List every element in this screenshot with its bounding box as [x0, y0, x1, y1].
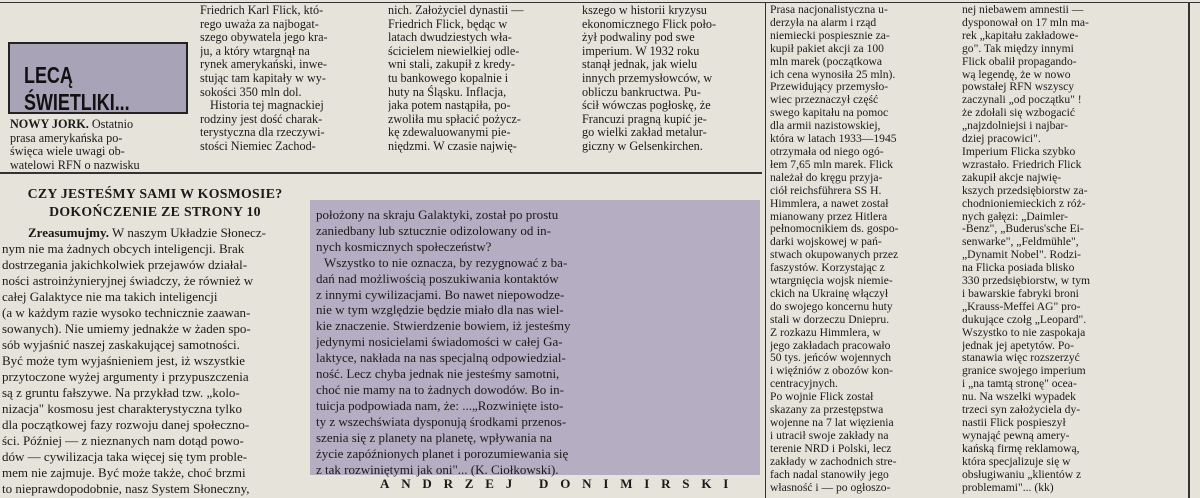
text-line: kę zdewaluowanymi pie-	[388, 125, 511, 140]
text-line: 330 przedsiębiorstw, w tym	[962, 274, 1091, 288]
text-line: go". Tak między innymi	[962, 41, 1074, 55]
text-line: ność. Lecz chyba jednak nie jesteśmy samotni,	[316, 366, 560, 382]
text-line: imperium. W 1932 roku	[582, 43, 700, 58]
article-author: ANDRZEJ DONIMIRSKI	[380, 476, 741, 491]
text-line: -Benz", „Buderus'sche Ei-	[962, 222, 1084, 236]
text-line: kszych przedsiębiorstw za-	[962, 183, 1088, 197]
text-line: ścił wówczas pogłoskę, że	[582, 98, 711, 113]
text-line: dań nad możliwością poszukiwania kontaktów	[316, 270, 559, 286]
text-line: i utracił swoje zakłady na	[770, 428, 889, 442]
text-line: innych przemysłowców, w	[582, 70, 713, 85]
text-line: kupił pakiet akcji za 100	[770, 41, 884, 55]
text-line: dostrzegania jakichkolwiek przejawów działal-	[2, 257, 248, 272]
text-line: terenie NRD i Polski, lecz	[770, 441, 892, 455]
text-line: (a w każdym razie wysoko technicznie zaawan-	[2, 305, 251, 320]
top-rule	[0, 2, 1200, 3]
text-line: go wielki zakład metalur-	[582, 125, 707, 140]
lead-word: Zreasumujmy.	[28, 225, 110, 240]
text-line: z tak rozwiniętymi jak oni"... (K. Ciołkowski).	[316, 461, 559, 477]
text-line: ju, a który wtargnął na	[200, 43, 310, 58]
text-line: tuicja podpowiada nam, że: ...„Rozwinięte isto-	[316, 397, 564, 413]
text-line: Imperium Flicka szybko	[962, 144, 1076, 158]
text-line: i „na tamtą stronę" ocea-	[962, 377, 1077, 391]
text-line: senwarke", „Feldmühle",	[962, 235, 1079, 249]
text-line: święca wiele uwagi ob-	[10, 144, 125, 159]
text-line: nym nie ma żadnych obcych inteligencji. Brak	[2, 241, 245, 256]
kosmos-lead-line	[2, 225, 306, 241]
divider-flick-kosmos	[0, 172, 762, 174]
text-line: pełnomocnikiem ds. gospo-	[770, 222, 899, 236]
text-line: Z rozkazu Himmlera, w	[770, 325, 881, 339]
text-line: stości Niemiec Zachod-	[200, 138, 316, 153]
text-line: „najzdolniejsi i najbar-	[962, 119, 1069, 133]
text-line: skazany za przestępstwa	[770, 403, 884, 417]
text-line: Wszystko to nie oznacza, by rezygnować z ba-	[324, 254, 568, 270]
text-line: szego obywatela jego kra-	[200, 30, 328, 45]
text-line: należał do kręgu przyja-	[770, 170, 883, 184]
text-line: Ostatnio	[88, 118, 134, 131]
text-line: nych kosmicznych społeczeństw?	[316, 238, 492, 254]
text-line: derzyła na alarm i rząd	[770, 15, 877, 29]
dateline: NOWY JORK.	[10, 118, 89, 131]
text-line: Być może tym wyjaśnieniem jest, iż wszystkie	[2, 353, 245, 368]
text-line: zwoliła mu spłacić pożycz-	[388, 111, 521, 126]
text-line: szenia się z planety na planetę, wpływania na	[316, 429, 553, 445]
flick-column-5	[770, 4, 955, 498]
text-line: sokości 350 mln dol.	[200, 84, 302, 99]
flick-column-1	[10, 118, 190, 170]
text-line: dukujące czołg „Leopard".	[962, 312, 1087, 326]
text-line: faszystów. Korzystając z	[770, 261, 885, 275]
text-line: prasa amerykańska po-	[10, 130, 123, 145]
flick-column-3	[388, 4, 576, 170]
text-line: giczny w Gelsenkirchen.	[582, 138, 703, 153]
text-line: stali w dorzeczu Dniepru.	[770, 312, 890, 326]
kosmos-column-1	[2, 225, 306, 498]
text-line: są z gruntu fałszywe. Na przykład tzw. „kolo-	[2, 385, 240, 400]
text-line: łem 7,65 mln marek. Flick	[770, 157, 894, 171]
text-line: nizacja" kosmosu jest charakterystyczna tylko	[2, 401, 242, 416]
text-line: obsługiwaniu „klientów z	[962, 467, 1082, 481]
section-header-title: LECĄ ŚWIETLIKI...	[24, 62, 130, 115]
text-line: niędzmi. W czasie najwię-	[388, 138, 517, 153]
text-line: dla początkowej fazy rozwoju danej społeczno-	[2, 417, 250, 432]
text-line: Francuzi pragną kupić je-	[582, 111, 707, 126]
text-line: stując tam kapitały w wy-	[200, 70, 326, 85]
text-line: otrzymała od niego ogó-	[770, 144, 884, 158]
text-line: dysponował on 17 mln ma-	[962, 15, 1089, 29]
text-line: „Dynamit Nobel". Rodzi-	[962, 248, 1082, 262]
text-line: dów — cywilizacja taka więcej się tym proble-	[2, 449, 248, 464]
text-line: fach nadal stanowiły jego	[770, 467, 889, 481]
text-line: wiec przeznaczył część	[770, 93, 879, 107]
text-line: stanawia więc rozszerzyć	[962, 351, 1080, 365]
article-subtitle: DOKOŃCZENIE ZE STRONY 10	[49, 204, 261, 219]
text-line: nastii Flick pospieszył	[962, 416, 1066, 429]
text-line: rego uważa za najbogat-	[200, 16, 319, 31]
text-line: powstałej RFN wszyscy	[962, 80, 1075, 94]
text-line: stanął jednak, jak wielu	[582, 57, 698, 72]
text-line: jego zakładach pracowało	[770, 338, 891, 352]
kosmos-column-2	[316, 207, 756, 477]
text-line: ciół reichsführera SS H.	[770, 183, 882, 197]
text-line: kie znaczenie. Stwierdzenie bowiem, iż jesteśmy	[316, 318, 571, 334]
text-line: Po wojnie Flick został	[770, 390, 874, 404]
text-line: nich. Założyciel dynastii —	[388, 4, 524, 17]
text-line: swego kapitału na pomoc	[770, 106, 889, 120]
text-line: mln marek (początkowa	[770, 54, 883, 68]
text-line: chodnioniemieckich z róż-	[962, 196, 1086, 210]
text-line: W naszym Układzie Słonecz-	[109, 225, 266, 240]
text-line: dziej pracowici".	[962, 132, 1041, 146]
text-line: sowanych). Nie umiemy jednakże w żaden spo-	[2, 321, 251, 336]
flick-column-4	[582, 4, 760, 170]
text-line: „Krauss-Meffei AG" pro-	[962, 299, 1081, 313]
text-line: jednak jej apetytów. Po-	[962, 338, 1074, 352]
text-line: sób wyjaśnić naszej zaskakującej samotności.	[2, 337, 240, 352]
text-line: przytoczone wyżej argumenty i przypuszczenia	[2, 369, 249, 384]
text-line: darki wojskowej w pań-	[770, 235, 882, 249]
text-line: ty z wszechświata dysponują środkami przenos-	[316, 413, 567, 429]
text-line: stwach okupowanych przez	[770, 248, 899, 262]
text-line: laktyce, nakłada na nas specjalną odpowiedzial-	[316, 350, 566, 366]
text-line: zakłady w zachodnich stre-	[770, 454, 897, 468]
text-line: latach dwudziestych wła-	[388, 30, 512, 45]
text-line: na Flicka posiada blisko	[962, 261, 1075, 275]
text-line: terystyczna dla rzeczywi-	[200, 125, 325, 140]
text-line: Wszystko to nie zaspokaja	[962, 325, 1086, 339]
text-line: kszego w historii kryzysu	[582, 4, 707, 17]
flick-intro-line	[10, 118, 190, 132]
text-line: jaka potem nastąpiła, po-	[388, 98, 511, 113]
text-line: do swojego koncernu huty	[770, 299, 893, 313]
text-line: wojenne na 7 lat więzienia	[770, 416, 894, 429]
text-line: nu. Na wszelki wypadek	[962, 390, 1076, 404]
text-line: wą legendę, że w nowo	[962, 67, 1071, 81]
text-line: i więźniów z obozów kon-	[770, 364, 893, 378]
text-line: tu bankowego kopalnie i	[388, 70, 509, 85]
text-line: rodziny jest dość charak-	[200, 111, 323, 126]
column-rule-right	[765, 2, 766, 498]
text-line: watelowi RFN o nazwisku	[10, 157, 140, 170]
text-line: nych gałęzi: „Daimler-	[962, 209, 1068, 223]
text-line: Flick obalił propagando-	[962, 54, 1077, 68]
text-line: 50 tys. jeńców wojennych	[770, 351, 892, 365]
text-line: Historia tej magnackiej	[210, 98, 324, 113]
text-line: dla armii nazistowskiej,	[770, 119, 881, 133]
text-line: ekonomicznego Flick poło-	[582, 16, 717, 31]
text-line: problemami"... (kk)	[962, 480, 1054, 494]
text-line: jedynymi nosicielami świadomości w całej Ga-	[316, 334, 563, 350]
text-line: życie zapóźnionych planet i porozumiewania się	[316, 445, 569, 461]
text-line: wzrastało. Friedrich Flick	[962, 157, 1082, 171]
text-line: Himmlera, a nawet został	[770, 196, 889, 210]
text-line: całej Galaktyce nie ma takich inteligencji	[2, 289, 218, 304]
text-line: z innymi cywilizacjami. Bo nawet niepowodze-	[316, 286, 565, 302]
text-line: zaczynali „od początku" !	[962, 93, 1082, 107]
text-line: wni stali, zakupił z kredy-	[388, 57, 515, 72]
text-line: ności astroinżynieryjnej świadczy, że również w	[2, 273, 254, 288]
text-line: wynająć pewną amery-	[962, 428, 1070, 442]
text-line: ckich na Ukrainę włączył	[770, 286, 889, 300]
text-line: że zdołali się wzbogacić	[962, 106, 1075, 120]
text-line: która specjalizuje się w	[962, 454, 1071, 468]
text-line: Przewidujący przemysło-	[770, 80, 889, 94]
text-line: Friedrich Flick, będąc w	[388, 16, 508, 31]
text-line: która w latach 1933—1945	[770, 132, 897, 146]
text-line: zakupił akcje najwię-	[962, 170, 1062, 184]
text-line: Friedrich Karl Flick, któ-	[200, 4, 324, 17]
text-line: mem nie zajmuje. Być może także, choć brzmi	[2, 465, 246, 480]
text-line: własność i — po ogłoszo-	[770, 480, 891, 494]
text-line: kańską firmę reklamową,	[962, 441, 1080, 455]
text-line: granice swojego imperium	[962, 364, 1086, 378]
text-line: niemiecki pospiesznie za-	[770, 28, 890, 42]
text-line: huty na Śląsku. Inflacja,	[388, 84, 507, 99]
flick-column-6	[962, 4, 1184, 498]
text-line: ich cena wynosiła 25 mln).	[770, 67, 896, 81]
text-line: mianowany przez Hitlera	[770, 209, 888, 223]
text-line: zaniedbany lub sztucznie odizolowany od in-	[316, 222, 552, 238]
flick-column-2	[200, 4, 375, 170]
text-line: nie w tym względzie będzie miało dla nas wiel-	[316, 302, 564, 318]
text-line: trzeci syn założyciela dy-	[962, 403, 1081, 417]
text-line: żył podwaliny pod swe	[582, 30, 695, 45]
text-line: Prasa nacjonalistyczna u-	[770, 4, 888, 16]
text-line: choć nie mamy na to żadnych dowodów. Bo in-	[316, 381, 564, 397]
text-line: to nieprawdopodobnie, nasz System Słoneczny,	[2, 481, 250, 496]
text-line: ścicielem niewielkiej odle-	[388, 43, 520, 58]
text-line: obliczu bankructwa. Pu-	[582, 84, 701, 99]
text-line: centracyjnych.	[770, 377, 838, 391]
article-title: CZY JESTEŚMY SAMI W KOSMOSIE?	[27, 186, 283, 201]
section-header-box	[8, 42, 188, 114]
page-edge-rule	[1188, 2, 1190, 498]
text-line: rek „kapitału zakładowe-	[962, 28, 1079, 42]
text-line: i bawarskie fabryki broni	[962, 286, 1079, 300]
text-line: rynek amerykański, inwe-	[200, 57, 327, 72]
text-line: wtargnięcia wojsk niemie-	[770, 274, 893, 288]
text-line: położony na skraju Galaktyki, został po prostu	[316, 207, 559, 222]
text-line: nej niebawem amnestii —	[962, 4, 1084, 16]
text-line: ści. Później — z nieznanych nam dotąd powo-	[2, 433, 244, 448]
